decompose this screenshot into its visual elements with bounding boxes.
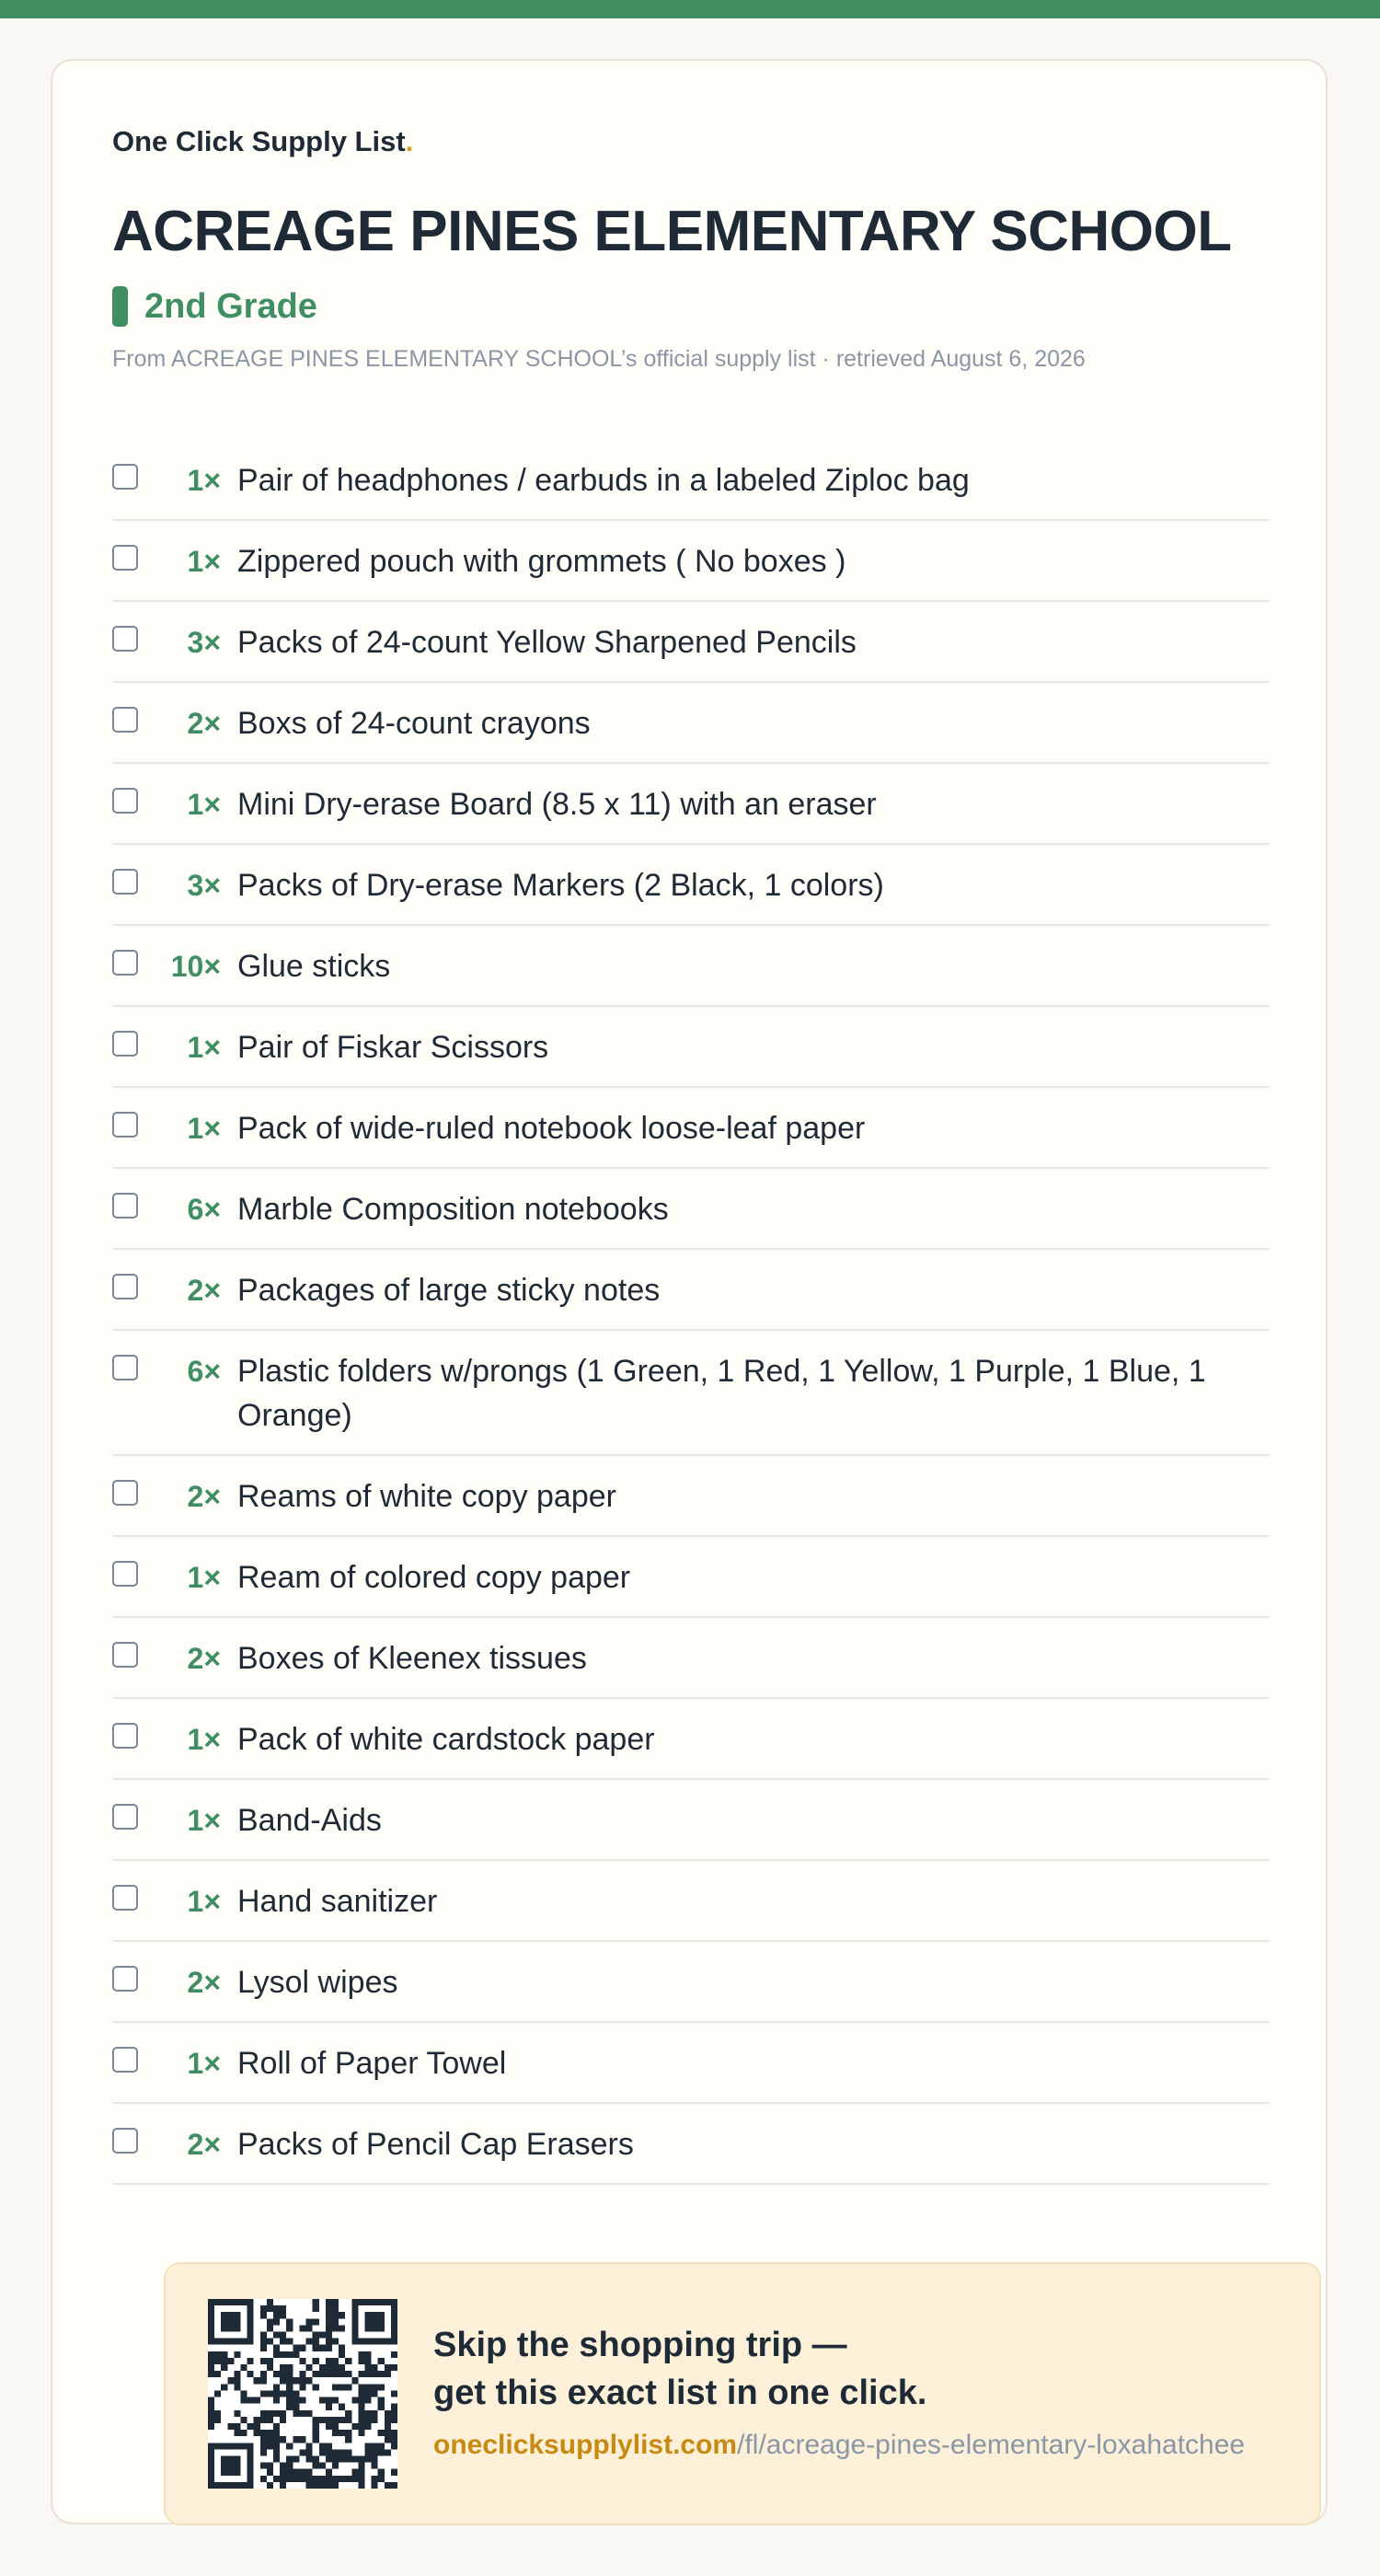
item-checkbox[interactable] — [112, 869, 138, 895]
item-quantity: 2× — [187, 1642, 221, 1675]
item-description: Marble Composition notebooks — [237, 1192, 669, 1227]
item-checkbox[interactable] — [112, 464, 138, 490]
item-quantity: 1× — [187, 464, 221, 497]
list-item — [112, 764, 1270, 845]
list-item — [112, 926, 1270, 1007]
item-checkbox[interactable] — [112, 1561, 138, 1587]
item-description: Boxs of 24-count crayons — [237, 706, 591, 741]
item-description: Hand sanitizer — [237, 1884, 438, 1919]
grade-marker-icon — [112, 286, 128, 327]
list-item — [112, 440, 1270, 521]
item-checkbox[interactable] — [112, 626, 138, 652]
item-checkbox[interactable] — [112, 2047, 138, 2073]
item-checkbox[interactable] — [112, 1804, 138, 1830]
item-quantity: 3× — [187, 626, 221, 659]
item-description: Plastic folders w/prongs (1 Green, 1 Red, 1 Yellow, 1 Purple, 1 Blue, 1 Orange) — [237, 1354, 1206, 1433]
item-quantity: 2× — [187, 1480, 221, 1513]
item-description: Zippered pouch with grommets ( No boxes ) — [237, 544, 846, 579]
item-quantity: 1× — [187, 1112, 221, 1145]
list-item — [112, 2104, 1270, 2185]
item-quantity: 1× — [187, 1804, 221, 1837]
item-quantity: 1× — [187, 545, 221, 578]
item-description: Packages of large sticky notes — [237, 1273, 661, 1308]
item-checkbox[interactable] — [112, 1355, 138, 1380]
item-checkbox[interactable] — [112, 788, 138, 814]
item-description: Pack of white cardstock paper — [237, 1722, 655, 1757]
list-item — [112, 1007, 1270, 1088]
grade-heading — [112, 285, 317, 328]
promo-headline — [433, 2321, 926, 2417]
item-quantity: 1× — [187, 1723, 221, 1756]
promo-headline-line-2: get this exact list in one click. — [433, 2374, 927, 2412]
list-item — [112, 1456, 1270, 1537]
item-checkbox[interactable] — [112, 1885, 138, 1911]
item-checkbox[interactable] — [112, 1723, 138, 1749]
list-item — [112, 1331, 1270, 1456]
item-quantity: 2× — [187, 1274, 221, 1307]
item-description: Roll of Paper Towel — [237, 2046, 507, 2081]
list-item — [112, 602, 1270, 683]
item-quantity: 1× — [187, 1885, 221, 1918]
list-item — [112, 521, 1270, 602]
item-checkbox[interactable] — [112, 2128, 138, 2154]
list-item — [112, 1942, 1270, 2023]
item-checkbox[interactable] — [112, 1642, 138, 1668]
item-description: Boxes of Kleenex tissues — [237, 1641, 587, 1676]
list-item — [112, 1618, 1270, 1699]
brand-logo[interactable] — [112, 125, 413, 158]
list-item — [112, 845, 1270, 926]
item-description: Mini Dry-erase Board (8.5 x 11) with an eraser — [237, 787, 877, 822]
list-item — [112, 2023, 1270, 2104]
promo-link-domain: oneclicksupplylist.com — [433, 2430, 738, 2460]
item-quantity: 6× — [187, 1193, 221, 1226]
item-description: Pair of Fiskar Scissors — [237, 1030, 549, 1065]
item-quantity: 2× — [187, 707, 221, 740]
item-quantity: 1× — [187, 2047, 221, 2080]
source-note: From ACREAGE PINES ELEMENTARY SCHOOL’s official supply list · retrieved August 6, 2026 — [112, 346, 1086, 372]
item-checkbox[interactable] — [112, 1031, 138, 1057]
item-description: Glue sticks — [237, 949, 391, 984]
item-quantity: 1× — [187, 1031, 221, 1064]
item-checkbox[interactable] — [112, 1480, 138, 1506]
list-item — [112, 1250, 1270, 1331]
item-description: Band-Aids — [237, 1803, 382, 1838]
item-description: Ream of colored copy paper — [237, 1560, 631, 1595]
promo-banner — [164, 2262, 1321, 2525]
brand-dot: . — [405, 125, 414, 157]
list-item — [112, 683, 1270, 764]
item-description: Packs of Pencil Cap Erasers — [237, 2127, 634, 2162]
list-item — [112, 1169, 1270, 1250]
grade-label: 2nd Grade — [144, 286, 317, 326]
promo-link[interactable] — [433, 2430, 1245, 2461]
item-checkbox[interactable] — [112, 1112, 138, 1138]
school-name: ACREAGE PINES ELEMENTARY SCHOOL — [112, 200, 1232, 263]
item-checkbox[interactable] — [112, 545, 138, 571]
supply-list-card — [51, 59, 1328, 2524]
item-checkbox[interactable] — [112, 1193, 138, 1219]
item-quantity: 6× — [187, 1355, 221, 1388]
item-description: Lysol wipes — [237, 1965, 398, 2000]
item-quantity: 2× — [187, 2128, 221, 2161]
item-checkbox[interactable] — [112, 707, 138, 733]
list-item — [112, 1088, 1270, 1169]
list-item — [112, 1537, 1270, 1618]
item-checkbox[interactable] — [112, 1274, 138, 1300]
item-quantity: 1× — [187, 1561, 221, 1594]
item-description: Pair of headphones / earbuds in a labeled Ziploc bag — [237, 463, 970, 498]
top-accent-bar — [0, 0, 1380, 18]
qr-code-icon[interactable] — [208, 2299, 397, 2489]
item-quantity: 1× — [187, 788, 221, 821]
list-item — [112, 1780, 1270, 1861]
supply-list — [112, 440, 1270, 2185]
list-item — [112, 1861, 1270, 1942]
brand-name: One Click Supply List — [112, 125, 406, 157]
promo-link-path: /fl/acreage-pines-elementary-loxahatchee — [737, 2430, 1246, 2460]
item-quantity: 10× — [170, 950, 221, 983]
item-description: Reams of white copy paper — [237, 1479, 616, 1514]
item-quantity: 3× — [187, 869, 221, 902]
item-description: Packs of 24-count Yellow Sharpened Pencils — [237, 625, 857, 660]
item-quantity: 2× — [187, 1966, 221, 1999]
item-checkbox[interactable] — [112, 950, 138, 976]
item-checkbox[interactable] — [112, 1966, 138, 1992]
item-description: Packs of Dry-erase Markers (2 Black, 1 colors) — [237, 868, 884, 903]
list-item — [112, 1699, 1270, 1780]
item-description: Pack of wide-ruled notebook loose-leaf paper — [237, 1111, 866, 1146]
promo-headline-line-1: Skip the shopping trip — — [433, 2326, 847, 2364]
